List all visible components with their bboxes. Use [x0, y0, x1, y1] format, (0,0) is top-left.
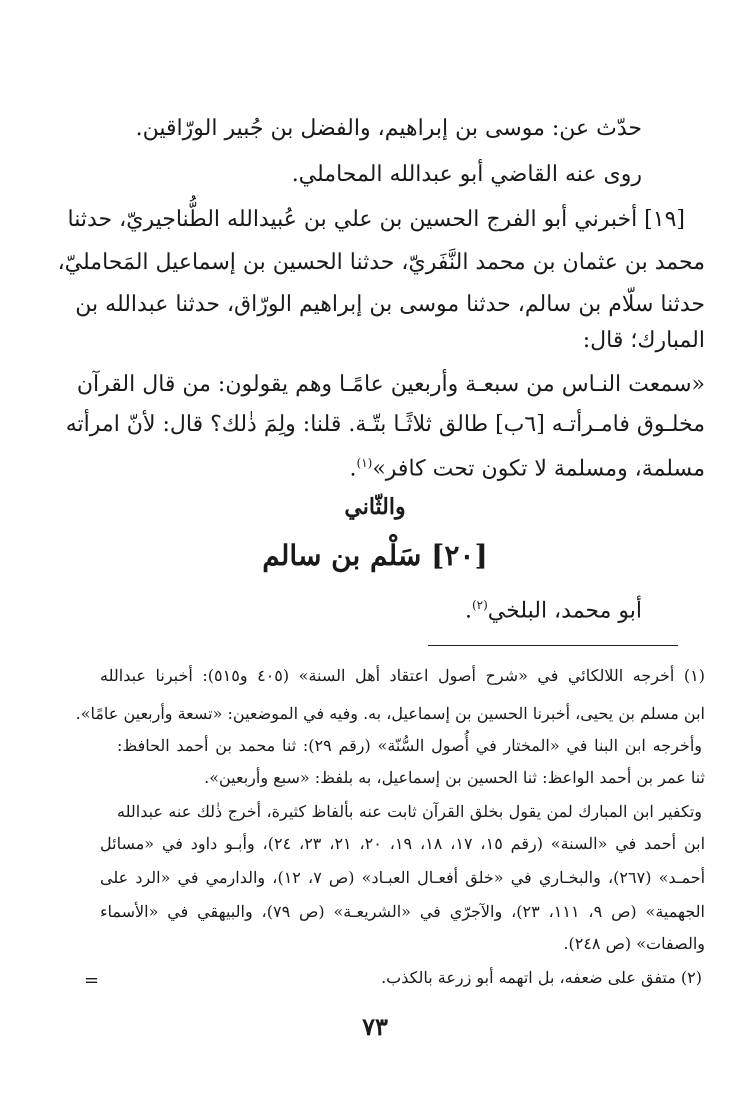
text-line-2: روى عنه القاضي أبو عبدالله المحاملي.: [291, 162, 642, 187]
footnote-line-7: أحمـد» (٢٦٧)، والبخـاري في «خلق أفعـال العبـاد» (ص ٧، ١٢)، والدارمي في «الرد على: [100, 868, 706, 887]
footnote-line-2: ابن مسلم بن يحيى، أخبرنا الحسين بن إسماعيل، به. وفيه في الموضعين: «تسعة وأربعين عامًا».: [75, 704, 705, 723]
page-number: ٧٣: [362, 1012, 388, 1041]
footnote-line-1: (١) أخرجه اللالكائي في «شرح أصول اعتقاد أهل السنة» (٤٠٥ و٥١٥): أخبرنا عبدالله: [100, 666, 706, 685]
footnote-line-9: والصفات» (ص ٢٤٨).: [563, 934, 705, 953]
entry-heading: [٢٠] سَلْم بن سالم: [262, 539, 488, 572]
text-line-6: المبارك؛ قال:: [582, 328, 705, 353]
footnote-ref-2: (٢): [471, 598, 488, 612]
kunya-line: [122, 590, 642, 626]
footnote-ref-1: (١): [356, 456, 373, 470]
text-line-9: [103, 448, 705, 484]
text-line-1: حدّث عن: موسى بن إبراهيم، والفضل بن جُبير الورّاقين.: [135, 116, 642, 141]
period: .: [464, 598, 472, 624]
text-line-7: «سمعت النـاس من سبعـة وأربعين عامًـا وهم يقولون: من قال القرآن: [76, 372, 705, 397]
footnote-line-5: وتكفير ابن المبارك لمن يقول بخلق القرآن ثابت عنه بألفاظ كثيرة، أخرج ذٰلك عنه عبدالله: [117, 802, 703, 821]
text-line-4: محمد بن عثمان بن محمد النَّفَريّ، حدثنا الحسين بن إسماعيل المَحامليّ،: [57, 250, 705, 275]
text-line-3: [١٩] أخبرني أبو الفرج الحسين بن علي بن عُبيدالله الطُّناجيريّ، حدثنا: [67, 207, 685, 232]
footnote-line-3: وأخرجه ابن البنا في «المختار في أُصول السُّنّة» (رقم ٢٩): ثنا محمد بن أحمد الحافظ:: [117, 736, 702, 755]
margin-continuation-mark: =: [84, 970, 100, 991]
kunya-text: أبو محمد، البلخي: [487, 598, 642, 624]
period: .: [349, 456, 357, 482]
quote-end: مسلمة، ومسلمة لا تكون تحت كافر»: [372, 456, 705, 482]
footnote-separator: [428, 645, 678, 646]
footnote-line-8: الجهمية» (ص ٩، ١١١، ٢٣)، والآجرّي في «الشريعـة» (ص ٧٩)، والبيهقي في «الأسماء: [100, 902, 706, 921]
footnote-line-6: ابن أحمد في «السنة» (رقم ١٥، ١٧، ١٨، ١٩، ٢٠، ٢١، ٢٣، ٢٤)، وأبـو داود في «مسائل: [100, 834, 706, 853]
footnote-line-10: (٢) متفق على ضعفه، بل اتهمه أبو زرعة بالكذب.: [381, 968, 702, 987]
section-label: والثّاني: [344, 494, 406, 520]
text-line-8: مخلـوق فامـرأتـه [٦ب] طالق ثلاثًـا بتّـة. قلنا: ولِمَ ذٰلك؟ قال: لأنّ امرأته: [65, 412, 705, 437]
text-line-5: حدثنا سلّام بن سالم، حدثنا موسى بن إبراهيم الورّاق، حدثنا عبدالله بن: [75, 292, 705, 317]
footnote-line-4: ثنا عمر بن أحمد الواعظ: ثنا الحسين بن إسماعيل، به بلفظ: «سبع وأربعين».: [204, 768, 705, 787]
